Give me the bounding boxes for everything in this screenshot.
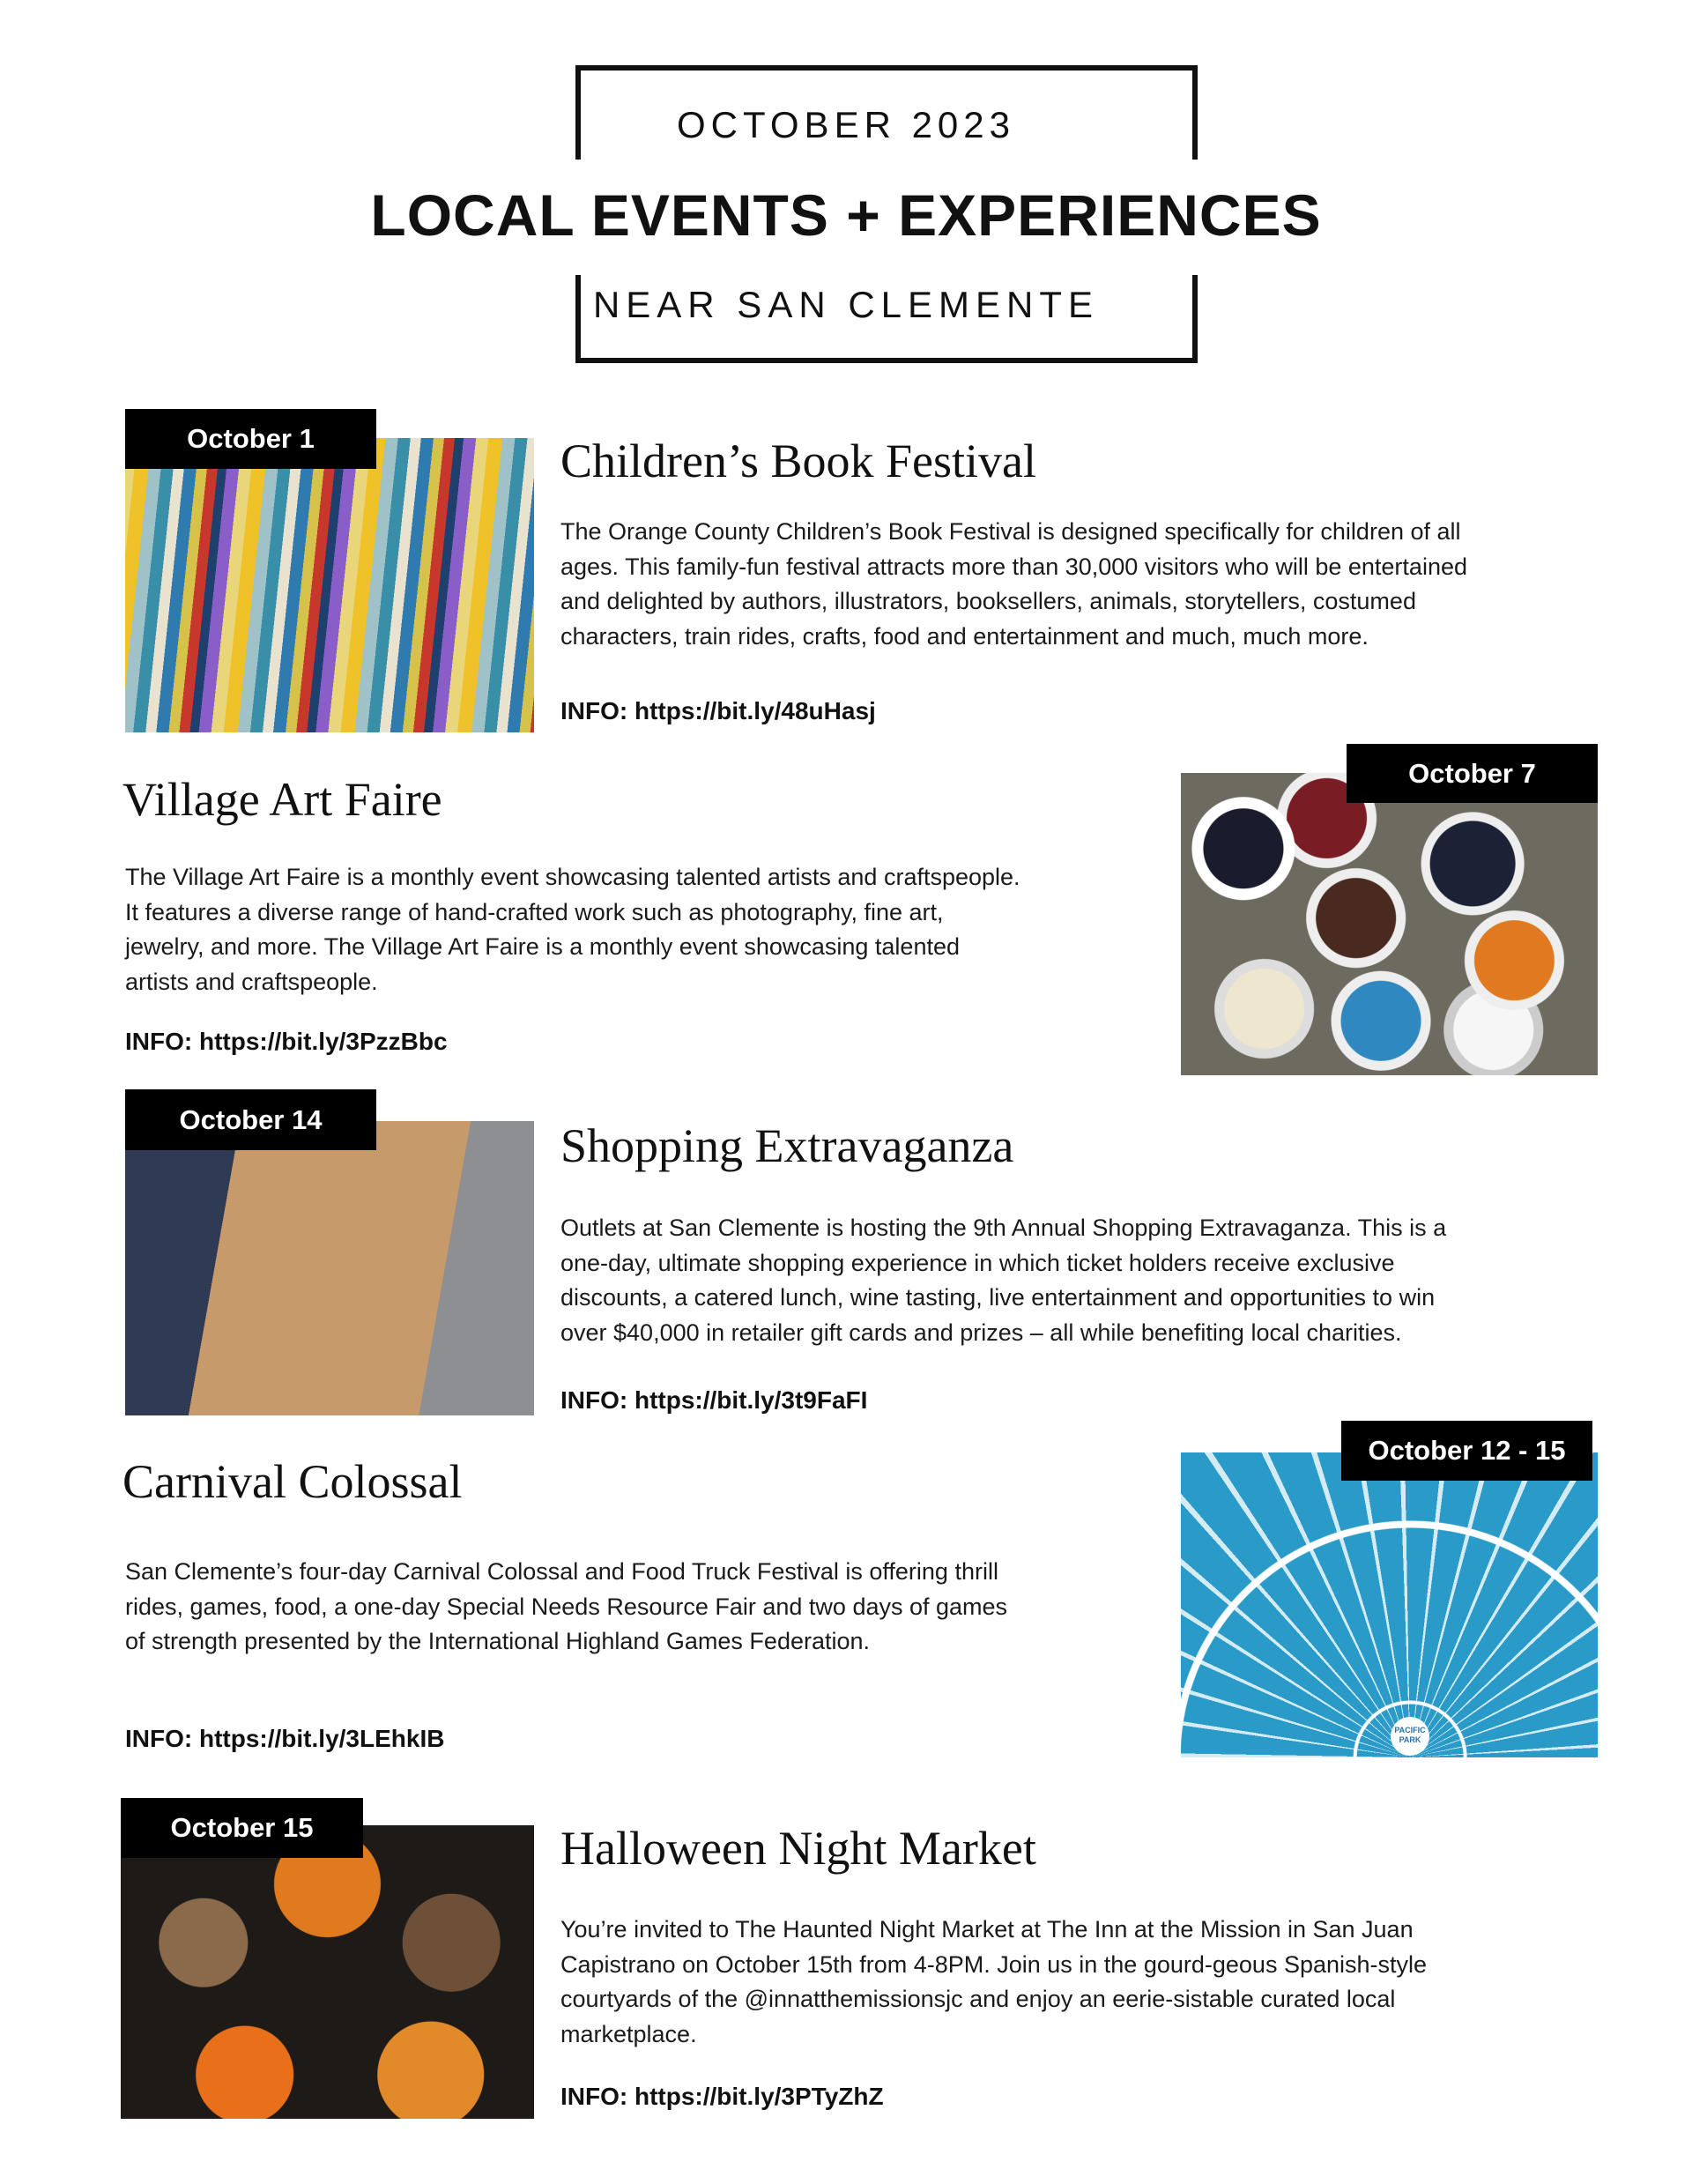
event-description: [125, 860, 1020, 999]
description-line: rides, games, food, a one-day Special Needs Resource Fair and two days of games: [125, 1593, 1008, 1620]
event-title: Halloween Night Market: [560, 1822, 1036, 1875]
date-label: October 7: [1347, 744, 1598, 803]
date-label: October 15: [121, 1798, 363, 1858]
paint-cups-image: [1181, 773, 1598, 1075]
description-line: of strength presented by the International Highland Games Federation.: [125, 1628, 871, 1654]
header-subtitle: NEAR SAN CLEMENTE: [592, 284, 1100, 325]
description-line: It features a diverse range of hand-crafted work such as photography, fine art,: [125, 898, 944, 925]
info-link[interactable]: INFO: https://bit.ly/3LEhkIB: [125, 1725, 445, 1752]
date-label: October 1: [125, 409, 376, 469]
description-line: over $40,000 in retailer gift cards and prizes – all while benefiting local charities.: [560, 1319, 1402, 1346]
event-description: [125, 1555, 1007, 1660]
description-line: ages. This family-fun festival attracts more than 30,000 visitors who will be entertained: [560, 553, 1467, 580]
description-line: jewelry, and more. The Village Art Faire is a monthly event showcasing talented: [125, 933, 960, 960]
books-image: [125, 438, 534, 732]
pacific-park-sign: PACIFIC PARK: [1391, 1717, 1429, 1756]
info-link[interactable]: INFO: https://bit.ly/3PzzBbc: [125, 1028, 448, 1055]
info-link[interactable]: INFO: https://bit.ly/3PTyZhZ: [560, 2083, 884, 2110]
description-line: marketplace.: [560, 2020, 697, 2047]
date-label: October 12 - 15: [1341, 1421, 1592, 1481]
description-line: Outlets at San Clemente is hosting the 9th Annual Shopping Extravaganza. This is a: [560, 1215, 1447, 1241]
ferris-wheel-image: [1181, 1452, 1598, 1757]
description-line: artists and craftspeople.: [125, 968, 378, 995]
description-line: San Clemente’s four-day Carnival Colossal and Food Truck Festival is offering thrill: [125, 1558, 998, 1585]
event-title: Carnival Colossal: [122, 1455, 463, 1508]
shopping-bags-image: [125, 1121, 534, 1415]
event-description: [560, 515, 1467, 654]
description-line: one-day, ultimate shopping experience in which ticket holders receive exclusive: [560, 1249, 1395, 1276]
event-title: Children’s Book Festival: [560, 435, 1036, 487]
description-line: characters, train rides, crafts, food and entertainment and much, much more.: [560, 622, 1369, 650]
description-line: discounts, a catered lunch, wine tasting, live entertainment and opportunities to win: [560, 1284, 1436, 1311]
description-line: courtyards of the @innatthemissionsjc and enjoy an eerie-sistable curated local: [560, 1986, 1396, 2012]
description-line: Capistrano on October 15th from 4-8PM. Join us in the gourd-geous Spanish-style: [560, 1950, 1428, 1978]
info-link[interactable]: INFO: https://bit.ly/48uHasj: [560, 697, 876, 724]
description-line: The Orange County Children’s Book Festival is designed specifically for children of all: [560, 518, 1461, 545]
pumpkins-image: [121, 1825, 534, 2119]
page-title: LOCAL EVENTS + EXPERIENCES: [370, 182, 1322, 248]
description-line: The Village Art Faire is a monthly event showcasing talented artists and craftspeople.: [125, 864, 1020, 890]
date-label: October 14: [125, 1089, 376, 1150]
description-line: You’re invited to The Haunted Night Market at The Inn at the Mission in San Juan: [560, 1916, 1414, 1943]
event-title: Shopping Extravaganza: [560, 1119, 1014, 1172]
event-description: [560, 1211, 1446, 1350]
header-month: OCTOBER 2023: [676, 104, 1016, 145]
description-line: and delighted by authors, illustrators, booksellers, animals, storytellers, costumed: [560, 588, 1416, 614]
info-link[interactable]: INFO: https://bit.ly/3t9FaFI: [560, 1386, 868, 1414]
event-title: Village Art Faire: [122, 773, 442, 826]
event-description: [560, 1913, 1427, 2052]
